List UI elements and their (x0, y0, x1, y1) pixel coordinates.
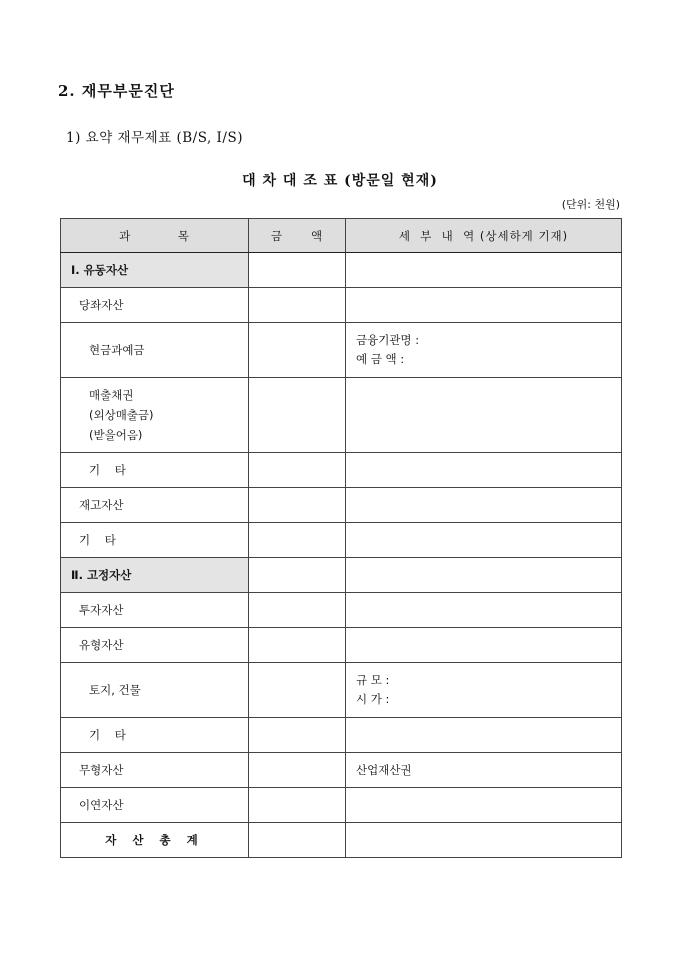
row-amount[interactable] (249, 378, 346, 453)
row-item: 이연자산 (61, 788, 249, 823)
row-item: Ⅱ. 고정자산 (61, 558, 249, 593)
row-amount[interactable] (249, 488, 346, 523)
row-detail[interactable] (346, 323, 622, 378)
row-item: 당좌자산 (61, 288, 249, 323)
unit-label: (단위: 천원) (561, 198, 620, 211)
row-detail[interactable] (346, 663, 622, 718)
table-row (61, 488, 622, 523)
row-item: 토지, 건물 (61, 663, 249, 718)
row-item: 현금과예금 (61, 323, 249, 378)
balance-sheet-table (60, 218, 622, 858)
table-row (61, 378, 622, 453)
row-detail[interactable] (346, 453, 622, 488)
row-detail[interactable] (346, 628, 622, 663)
table-row (61, 323, 622, 378)
row-amount[interactable] (249, 323, 346, 378)
table-header-row (61, 219, 622, 253)
row-detail[interactable] (346, 378, 622, 453)
table-row (61, 523, 622, 558)
table-row (61, 288, 622, 323)
row-amount[interactable] (249, 753, 346, 788)
table-row (61, 753, 622, 788)
row-item: 기 타 (61, 718, 249, 753)
table-row (61, 788, 622, 823)
row-item: 기 타 (61, 453, 249, 488)
table-row (61, 628, 622, 663)
row-amount[interactable] (249, 628, 346, 663)
section-heading: 2. 재무부문진단 (58, 82, 175, 100)
row-amount[interactable] (249, 593, 346, 628)
row-item: 재고자산 (61, 488, 249, 523)
row-amount[interactable] (249, 288, 346, 323)
row-item (61, 378, 249, 453)
row-detail[interactable]: 산업재산권 (346, 753, 622, 788)
row-item: 무형자산 (61, 753, 249, 788)
detail-line: 금융기관명 : (356, 333, 420, 347)
row-detail[interactable] (346, 718, 622, 753)
row-item-line: (외상매출금) (89, 408, 154, 422)
row-detail[interactable] (346, 253, 622, 288)
row-amount[interactable] (249, 453, 346, 488)
total-amount[interactable] (249, 823, 346, 858)
subsection-heading: 1) 요약 재무제표 (B/S, I/S) (66, 130, 243, 146)
row-item: 기 타 (61, 523, 249, 558)
row-amount[interactable] (249, 523, 346, 558)
header-item: 과 목 (61, 219, 249, 253)
row-amount[interactable] (249, 558, 346, 593)
detail-line: 시 가 : (356, 692, 390, 706)
total-detail[interactable] (346, 823, 622, 858)
row-amount[interactable] (249, 718, 346, 753)
header-detail: 세 부 내 역 (상세하게 기재) (346, 219, 622, 253)
row-item-line: 매출채권 (89, 388, 134, 402)
table-row (61, 718, 622, 753)
row-detail[interactable] (346, 788, 622, 823)
table-row (61, 663, 622, 718)
row-amount[interactable] (249, 663, 346, 718)
total-label: 자 산 총 계 (61, 823, 249, 858)
table-title: 대 차 대 조 표 (방문일 현재) (242, 173, 438, 189)
row-detail[interactable] (346, 593, 622, 628)
row-detail[interactable] (346, 288, 622, 323)
row-item: Ⅰ. 유동자산 (61, 253, 249, 288)
row-item: 투자자산 (61, 593, 249, 628)
detail-line: 규 모 : (356, 673, 390, 687)
table-row-total (61, 823, 622, 858)
row-detail[interactable] (346, 523, 622, 558)
row-item-line: (받을어음) (89, 428, 143, 442)
row-amount[interactable] (249, 788, 346, 823)
table-row (61, 253, 622, 288)
row-detail[interactable] (346, 558, 622, 593)
header-amount: 금 액 (249, 219, 346, 253)
row-item: 유형자산 (61, 628, 249, 663)
table-row (61, 593, 622, 628)
table-row (61, 453, 622, 488)
row-amount[interactable] (249, 253, 346, 288)
row-detail[interactable] (346, 488, 622, 523)
table-row (61, 558, 622, 593)
detail-line: 예 금 액 : (356, 352, 405, 366)
